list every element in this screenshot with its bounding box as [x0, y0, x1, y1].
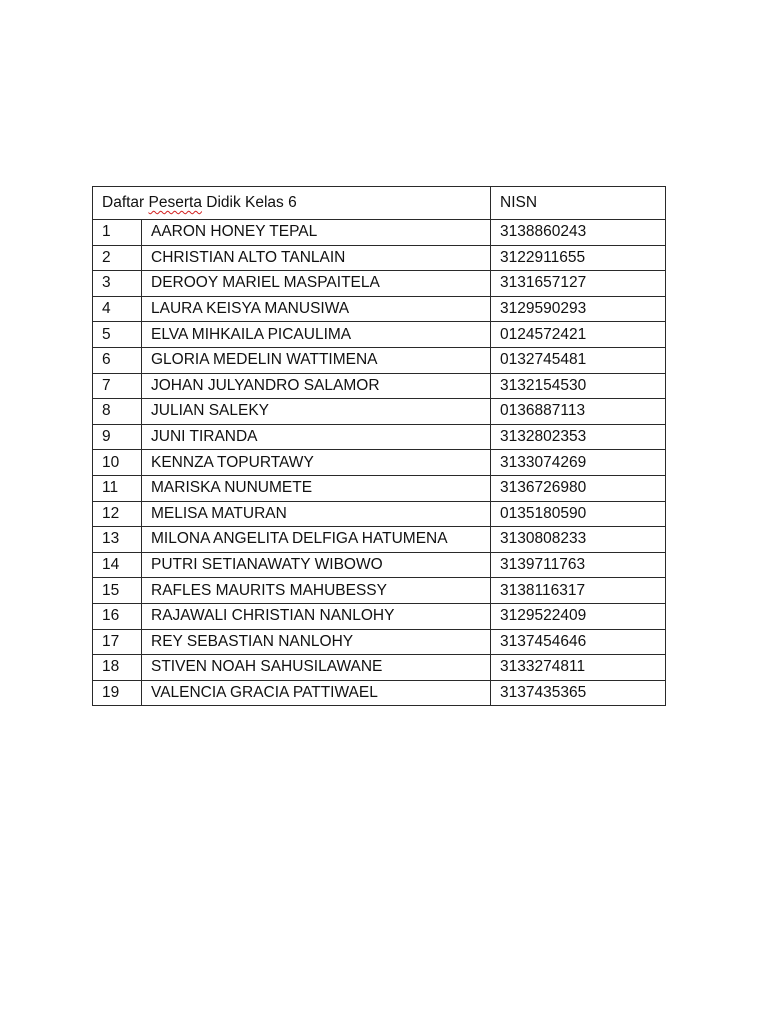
student-nisn: 3130808233 [491, 527, 666, 553]
table-row [93, 527, 666, 553]
row-number: 11 [93, 475, 142, 501]
roster-body [93, 187, 666, 706]
table-row [93, 655, 666, 681]
table-header-row [93, 187, 666, 220]
student-nisn: 3137454646 [491, 629, 666, 655]
student-nisn: 3122911655 [491, 245, 666, 271]
title-part-3: Didik Kelas 6 [201, 194, 297, 211]
student-nisn: 0136887113 [491, 399, 666, 425]
row-number: 16 [93, 603, 142, 629]
student-name: RAJAWALI CHRISTIAN NANLOHY [142, 603, 491, 629]
table-row [93, 424, 666, 450]
table-row [93, 501, 666, 527]
student-name: CHRISTIAN ALTO TANLAIN [142, 245, 491, 271]
student-name: DEROOY MARIEL MASPAITELA [142, 271, 491, 297]
row-number: 2 [93, 245, 142, 271]
student-nisn: 3132154530 [491, 373, 666, 399]
row-number: 12 [93, 501, 142, 527]
student-name: MELISA MATURAN [142, 501, 491, 527]
row-number: 9 [93, 424, 142, 450]
student-name: JULIAN SALEKY [142, 399, 491, 425]
student-name: PUTRI SETIANAWATY WIBOWO [142, 552, 491, 578]
row-number: 13 [93, 527, 142, 553]
table-row [93, 399, 666, 425]
row-number: 19 [93, 680, 142, 706]
table-row [93, 220, 666, 246]
student-name: JOHAN JULYANDRO SALAMOR [142, 373, 491, 399]
table-row [93, 475, 666, 501]
student-name: MARISKA NUNUMETE [142, 475, 491, 501]
student-nisn: 3138116317 [491, 578, 666, 604]
row-number: 6 [93, 347, 142, 373]
student-name: GLORIA MEDELIN WATTIMENA [142, 347, 491, 373]
row-number: 17 [93, 629, 142, 655]
table-row [93, 271, 666, 297]
student-name: ELVA MIHKAILA PICAULIMA [142, 322, 491, 348]
table-title [93, 187, 491, 220]
student-name: RAFLES MAURITS MAHUBESSY [142, 578, 491, 604]
student-name: LAURA KEISYA MANUSIWA [142, 296, 491, 322]
table-row [93, 245, 666, 271]
table-row [93, 578, 666, 604]
table-row [93, 629, 666, 655]
student-roster-table [92, 186, 666, 706]
table-row [93, 680, 666, 706]
row-number: 5 [93, 322, 142, 348]
title-part-1: Daftar [102, 194, 149, 211]
student-name: VALENCIA GRACIA PATTIWAEL [142, 680, 491, 706]
table-row [93, 296, 666, 322]
student-name: AARON HONEY TEPAL [142, 220, 491, 246]
row-number: 14 [93, 552, 142, 578]
table-row [93, 347, 666, 373]
student-name: KENNZA TOPURTAWY [142, 450, 491, 476]
table-row [93, 322, 666, 348]
student-nisn: 3137435365 [491, 680, 666, 706]
row-number: 4 [93, 296, 142, 322]
student-nisn: 3139711763 [491, 552, 666, 578]
student-nisn: 3131657127 [491, 271, 666, 297]
row-number: 15 [93, 578, 142, 604]
row-number: 7 [93, 373, 142, 399]
student-nisn: 3138860243 [491, 220, 666, 246]
row-number: 1 [93, 220, 142, 246]
student-name: STIVEN NOAH SAHUSILAWANE [142, 655, 491, 681]
student-nisn: 0135180590 [491, 501, 666, 527]
student-nisn: 3133074269 [491, 450, 666, 476]
table-row [93, 450, 666, 476]
student-name: JUNI TIRANDA [142, 424, 491, 450]
document-page [92, 186, 665, 706]
row-number: 18 [93, 655, 142, 681]
student-nisn: 3133274811 [491, 655, 666, 681]
row-number: 8 [93, 399, 142, 425]
student-nisn: 3136726980 [491, 475, 666, 501]
student-name: MILONA ANGELITA DELFIGA HATUMENA [142, 527, 491, 553]
student-name: REY SEBASTIAN NANLOHY [142, 629, 491, 655]
student-nisn: 3129522409 [491, 603, 666, 629]
table-row [93, 603, 666, 629]
student-nisn: 0124572421 [491, 322, 666, 348]
row-number: 3 [93, 271, 142, 297]
table-row [93, 552, 666, 578]
student-nisn: 3132802353 [491, 424, 666, 450]
table-row [93, 373, 666, 399]
title-part-2-spellcheck: Peserta [148, 194, 202, 211]
row-number: 10 [93, 450, 142, 476]
student-nisn: 3129590293 [491, 296, 666, 322]
nisn-column-header: NISN [491, 187, 666, 220]
student-nisn: 0132745481 [491, 347, 666, 373]
